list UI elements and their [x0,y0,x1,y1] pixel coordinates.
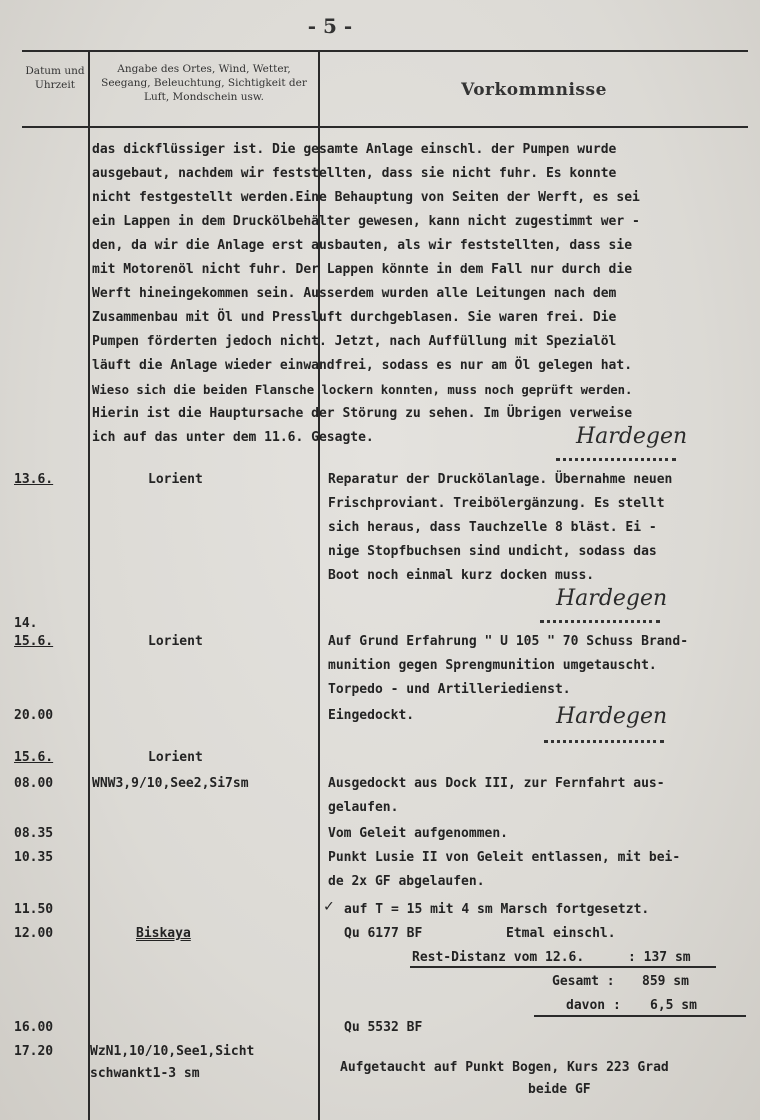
entry-text-line: gelaufen. [328,800,399,815]
paragraph-line: Hierin ist die Hauptursache der Störung zu sehen. Im Übrigen verweise [92,406,633,421]
header-location-weather [92,62,316,104]
of-value: 6,5 sm [650,998,697,1013]
entry-time: 12.00 [14,926,54,941]
paragraph-line: Zusammenbau mit Öl und Pressluft durchgeblasen. Sie waren frei. Die [92,310,617,325]
distance-value: : 137 sm [628,950,691,965]
header-location-weather-label: Angabe des Ortes, Wind, Wetter, Seegang, Beleuchtung, Sichtigkeit der Luft, Mondschein usw. [101,63,307,103]
header-date-time-label: Datum und Uhrzeit [25,65,85,91]
entry-date: 13.6. [14,472,54,487]
entry-text-line: Aufgetaucht auf Punkt Bogen, Kurs 223 Grad [340,1060,669,1075]
tick-mark-icon: ✓ [324,896,334,915]
entry-text-line: Auf Grund Erfahrung " U 105 " 70 Schuss Brand- [328,634,689,649]
paragraph-line: ein Lappen in dem Druckölbehälter gewesen, kann nicht zugestimmt wer - [92,214,640,229]
paragraph-line: Wieso sich die beiden Flansche lockern konnten, muss noch geprüft werden. [92,383,633,397]
paragraph-line: läuft die Anlage wieder einwandfrei, sodass es nur am Öl gelegen hat. [92,358,633,373]
total-label: Gesamt : [552,974,615,989]
entry-date-b: 15.6. [14,634,54,649]
entry-note: Etmal einschl. [506,926,616,941]
entry-place: Biskaya [136,926,191,941]
entry-weather-line: schwankt1-3 sm [90,1066,200,1081]
entry-time: 11.50 [14,902,54,917]
paragraph-line: das dickflüssiger ist. Die gesamte Anlage einschl. der Pumpen wurde [92,142,617,157]
entry-text-line: munition gegen Sprengmunition umgetauscht. [328,658,657,673]
entry-text-line: Frischproviant. Treibölergänzung. Es stellt [328,496,665,511]
entry-time: 10.35 [14,850,54,865]
entry-position: Qu 5532 BF [344,1020,423,1035]
entry-time: 08.35 [14,826,54,841]
entry-position: Qu 6177 BF [344,926,423,941]
paragraph-line: Pumpen förderten jedoch nicht. Jetzt, nach Auffüllung mit Spezialöl [92,334,617,349]
paragraph-line: ich auf das unter dem 11.6. Gesagte. [92,430,374,445]
paragraph-line: Werft hineingekommen sein. Ausserdem wurden alle Leitungen nach dem [92,286,617,301]
column-divider-1 [88,52,90,1120]
paragraph-line: mit Motorenöl nicht fuhr. Der Lappen könnte in dem Fall nur durch die [92,262,633,277]
entry-text-line: nige Stopfbuchsen sind undicht, sodass das [328,544,657,559]
entry-place: Lorient [148,750,203,765]
entry-text: Eingedockt. [328,708,415,723]
entry-text-line: Torpedo - und Artilleriedienst. [328,682,571,697]
entry-time: 08.00 [14,776,54,791]
paragraph-line: ausgebaut, nachdem wir feststellten, dass sie nicht fuhr. Es konnte [92,166,617,181]
signature: Hardegen [556,704,668,729]
header-events [320,80,748,100]
header-events-label: Vorkommnisse [461,80,607,100]
signature: Hardegen [556,586,668,611]
entry-time: 16.00 [14,1020,54,1035]
paragraph-line: den, da wir die Anlage erst ausbauten, als wir feststellten, dass sie [92,238,633,253]
entry-weather: WNW3,9/10,See2,Si7sm [92,776,249,791]
entry-date: 15.6. [14,750,54,765]
column-divider-2 [318,52,320,1120]
entry-date-a: 14. [14,616,38,631]
signature-dots [544,740,664,743]
distance-label: Rest-Distanz vom 12.6. [412,950,585,965]
entry-text-line: Reparatur der Druckölanlage. Übernahme neuen [328,472,673,487]
header-top-rule [22,50,748,52]
entry-time: 17.20 [14,1044,54,1059]
header-date-time [24,64,86,92]
signature-dots [556,458,676,461]
signature: Hardegen [576,424,688,449]
of-label: davon : [566,998,621,1013]
entry-text-line: Punkt Lusie II von Geleit entlassen, mit bei- [328,850,681,865]
header-bottom-rule [22,126,748,128]
of-rule [534,1015,746,1017]
entry-text: auf T = 15 mit 4 sm Marsch fortgesetzt. [344,902,650,917]
total-value: 859 sm [642,974,689,989]
paragraph-line: nicht festgestellt werden.Eine Behauptung von Seiten der Werft, es sei [92,190,640,205]
entry-time: 20.00 [14,708,54,723]
entry-place: Lorient [148,472,203,487]
entry-text-line: de 2x GF abgelaufen. [328,874,485,889]
entry-text: Vom Geleit aufgenommen. [328,826,509,841]
distance-rule [410,966,716,968]
entry-place: Lorient [148,634,203,649]
entry-weather-line: WzN1,10/10,See1,Sicht [90,1044,255,1059]
entry-text-line: Boot noch einmal kurz docken muss. [328,568,595,583]
entry-text-line: beide GF [528,1082,591,1097]
entry-text-line: Ausgedockt aus Dock III, zur Fernfahrt aus- [328,776,665,791]
entry-text-line: sich heraus, dass Tauchzelle 8 bläst. Ei - [328,520,657,535]
page-number: - 5 - [307,14,353,38]
signature-dots [540,620,660,623]
